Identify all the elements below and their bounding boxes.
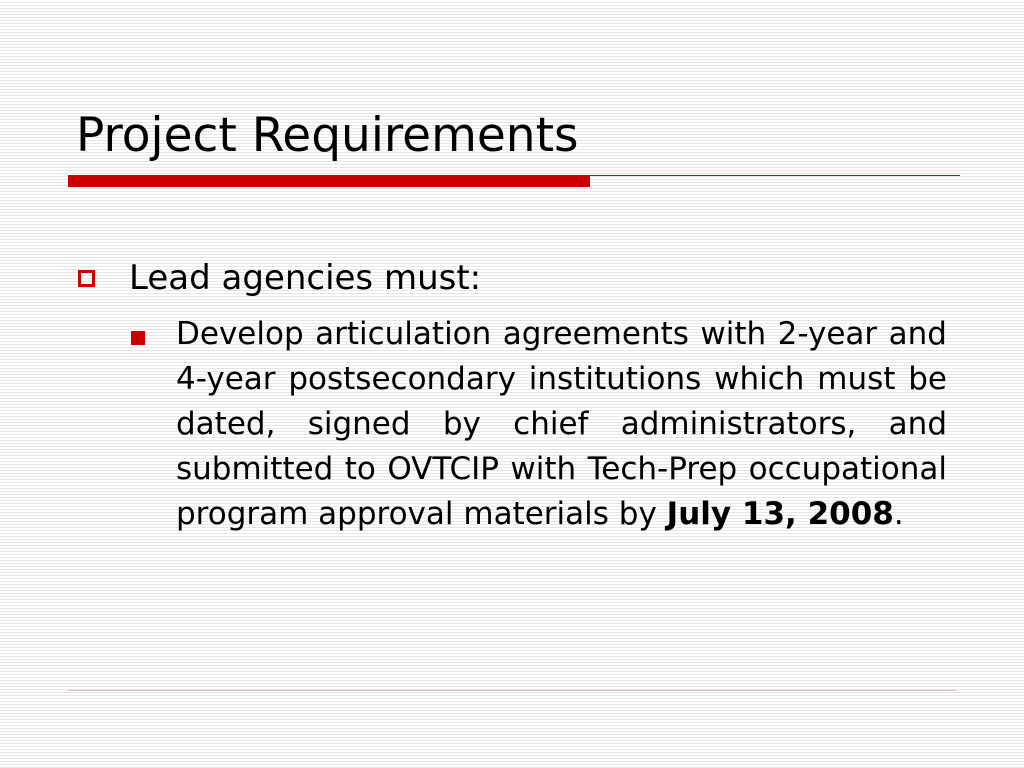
slide-title: Project Requirements xyxy=(76,108,579,163)
footer-divider xyxy=(68,690,956,691)
title-underline-thick xyxy=(68,175,590,187)
square-outline-icon xyxy=(78,270,95,287)
bullet-lead-agencies-text: Lead agencies must: xyxy=(129,258,482,298)
deadline-date: July 13, 2008 xyxy=(666,496,894,532)
sub-bullet-text-main: Develop articulation agreements with 2-year and 4-year postsecondary institutions which must be dated, signed by chief administrators, and submitted to OVTCIP with Tech-Prep occupational program approval materials by xyxy=(176,316,947,532)
bullet-lead-agencies xyxy=(76,254,956,302)
square-filled-icon xyxy=(131,331,145,345)
sub-bullet-text-end: . xyxy=(893,496,904,532)
sub-bullet-articulation-agreements-text xyxy=(176,312,947,537)
title-underline-thin xyxy=(590,175,960,176)
